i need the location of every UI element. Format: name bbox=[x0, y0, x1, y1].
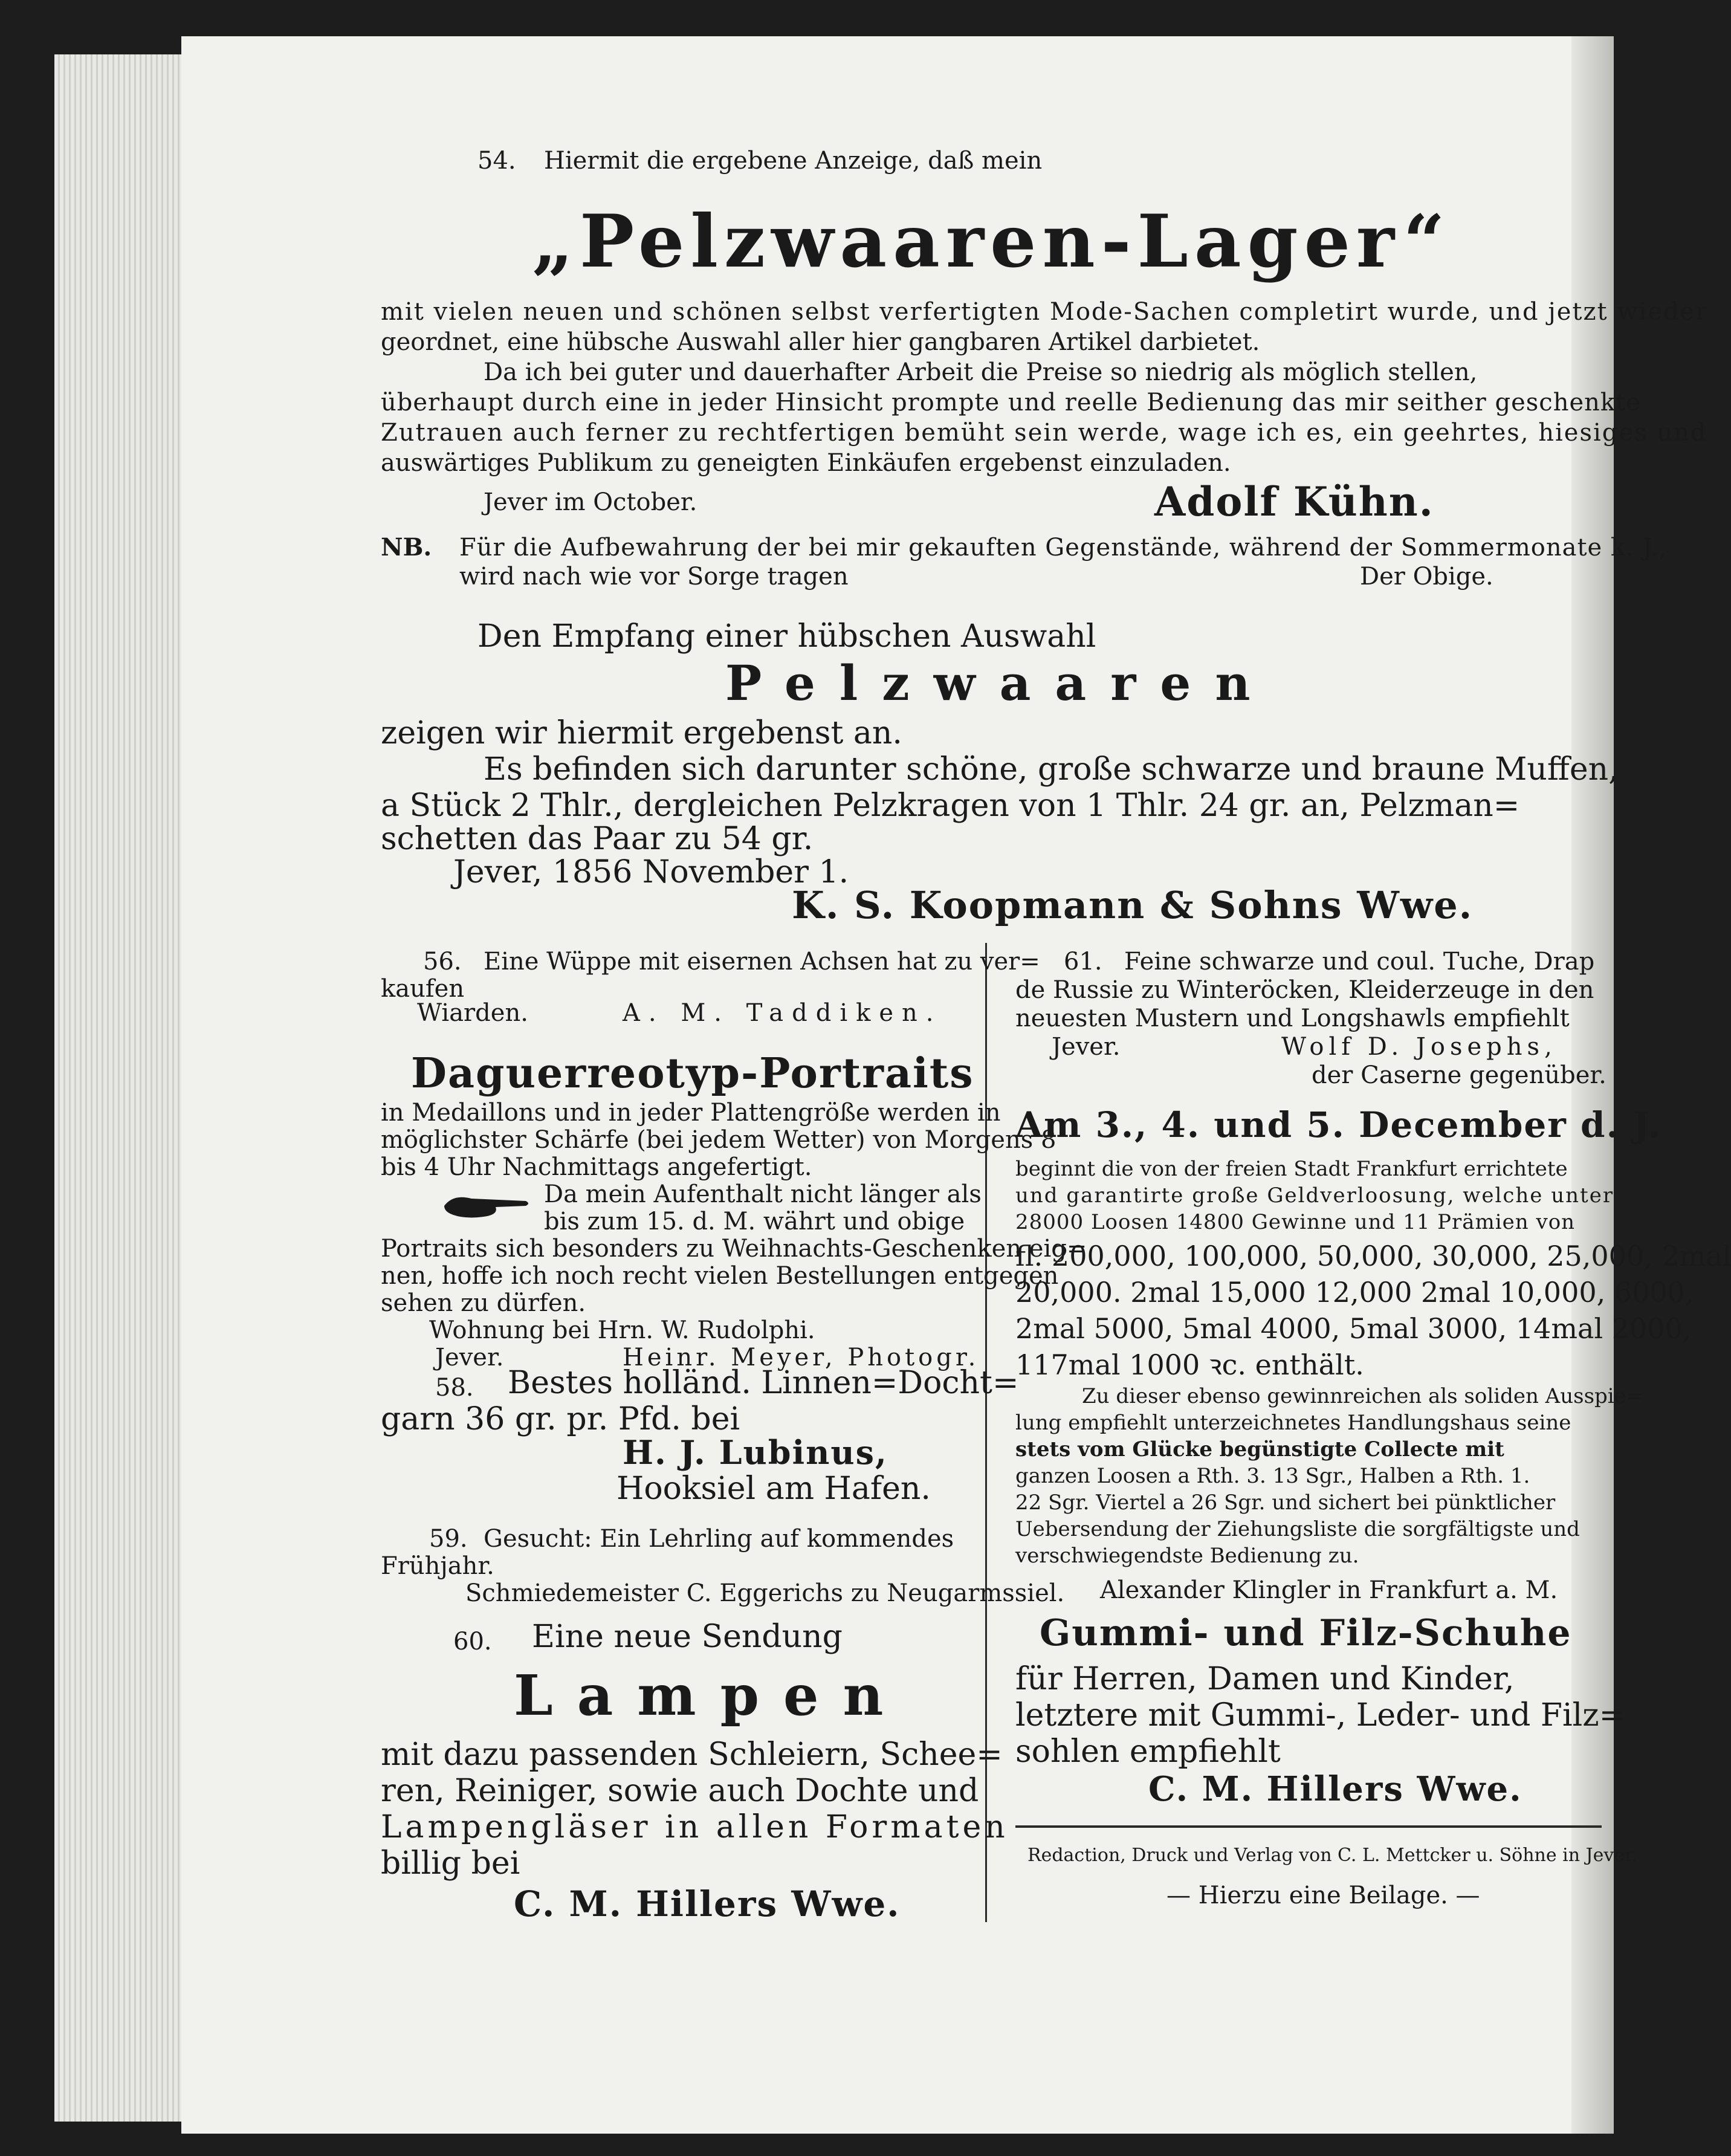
ad-55-signature: K. S. Koopmann & Sohns Wwe. bbox=[792, 883, 1474, 927]
ad-55-line: schetten das Paar zu 54 gr. bbox=[381, 821, 814, 857]
shoes-line: letztere mit Gummi-, Leder- und Filz= bbox=[1015, 1697, 1626, 1734]
ad-57-line: nen, hoffe ich noch recht vielen Bestellungen entgegen bbox=[381, 1262, 1059, 1290]
ad-55-intro: Den Empfang einer hübschen Auswahl bbox=[477, 618, 1096, 655]
footer-supplement: — Hierzu eine Beilage. — bbox=[1166, 1882, 1480, 1909]
ad-56-number: 56. bbox=[423, 948, 462, 976]
ad-60-line: mit dazu passenden Schleiern, Schee= bbox=[381, 1737, 1003, 1773]
pointing-hand-icon bbox=[441, 1188, 532, 1224]
ad-54-nb-text: Für die Aufbewahrung der bei mir gekauften Gegenstände, während der Sommermonate k. J., bbox=[459, 534, 1668, 562]
ad-57-place: Jever. bbox=[435, 1344, 504, 1371]
ad-54-line: mit vielen neuen und schönen selbst verfertigten Mode-Sachen completirt wurde, und jetzt wieder bbox=[381, 298, 1709, 326]
ad-57-address: Wohnung bei Hrn. W. Rudolphi. bbox=[429, 1316, 815, 1344]
ad-54-nb-text: wird nach wie vor Sorge tragen bbox=[459, 563, 849, 591]
ad-60-line: billig bei bbox=[381, 1845, 520, 1882]
ad-56-place: Wiarden. bbox=[417, 999, 528, 1027]
ad-57-notice: bis zum 15. d. M. währt und obige bbox=[544, 1208, 965, 1235]
ad-61-name: Wolf D. Josephs, bbox=[1281, 1033, 1557, 1061]
ad-58-number: 58. bbox=[435, 1374, 474, 1402]
ad-61-place: Jever. bbox=[1052, 1033, 1121, 1061]
ad-57-notice: Da mein Aufenthalt nicht länger als bbox=[544, 1180, 982, 1208]
ad-56-name: A. M. Taddiken. bbox=[623, 999, 942, 1027]
ad-60-line: ren, Reiniger, sowie auch Dochte und bbox=[381, 1773, 979, 1809]
ad-58-name: H. J. Lubinus, bbox=[623, 1433, 888, 1472]
lottery-prize-line: 117mal 1000 ꝛc. enthält. bbox=[1015, 1348, 1364, 1381]
ad-60-intro: Eine neue Sendung bbox=[532, 1619, 843, 1655]
ad-61-line: de Russie zu Winteröcken, Kleiderzeuge in den bbox=[1015, 976, 1594, 1004]
ad-58-place: Hooksiel am Hafen. bbox=[616, 1471, 931, 1507]
shoes-line: sohlen empfiehlt bbox=[1015, 1734, 1281, 1770]
ad-59-number: 59. bbox=[429, 1525, 468, 1553]
shoes-headline: Gummi- und Filz-Schuhe bbox=[1040, 1612, 1572, 1654]
ad-54-nb-sign: Der Obige. bbox=[1360, 563, 1493, 591]
ad-57-line: Portraits sich besonders zu Weihnachts-Geschenken eig= bbox=[381, 1235, 1087, 1263]
lottery-prize-line: 2mal 5000, 5mal 4000, 5mal 3000, 14mal 2000, bbox=[1015, 1312, 1692, 1345]
ad-59-line: Frühjahr. bbox=[381, 1552, 494, 1580]
ad-54-nb-label: NB. bbox=[381, 533, 432, 562]
lottery-line: Zu dieser ebenso gewinnreichen als soliden Ausspie= bbox=[1082, 1384, 1644, 1408]
lottery-prize-line: fl. 200,000, 100,000, 50,000, 30,000, 25,000, 2mal bbox=[1015, 1240, 1731, 1272]
ad-54-number: 54. bbox=[477, 147, 516, 175]
lottery-line: Uebersendung der Ziehungsliste die sorgfältigste und bbox=[1015, 1517, 1580, 1541]
ad-61-line: neuesten Mustern und Longshawls empfiehlt bbox=[1015, 1005, 1570, 1032]
lottery-line: 28000 Loosen 14800 Gewinne und 11 Prämien von bbox=[1015, 1210, 1576, 1234]
ad-61-line: Feine schwarze und coul. Tuche, Drap bbox=[1124, 948, 1595, 976]
ad-56-line: Eine Wüppe mit eisernen Achsen hat zu ver= bbox=[484, 948, 1040, 976]
shoes-signature: C. M. Hillers Wwe. bbox=[1148, 1769, 1522, 1809]
ad-57-name: Heinr. Meyer, Photogr. bbox=[623, 1344, 980, 1371]
ad-54-intro: Hiermit die ergebene Anzeige, daß mein bbox=[544, 147, 1043, 175]
ad-59-line: Gesucht: Ein Lehrling auf kommendes bbox=[484, 1525, 954, 1553]
ad-54-line: Da ich bei guter und dauerhafter Arbeit die Preise so niedrig als möglich stellen, bbox=[484, 358, 1478, 386]
footer-rule bbox=[1015, 1825, 1602, 1828]
ad-54-line: überhaupt durch eine in jeder Hinsicht prompte und reelle Bedienung das mir seither geschenkte bbox=[381, 389, 1641, 416]
ad-54-headline: „Pelzwaaren-Lager“ bbox=[532, 199, 1451, 284]
ad-61-number: 61. bbox=[1064, 948, 1102, 976]
lottery-headline: Am 3., 4. und 5. December d. J. bbox=[1015, 1104, 1662, 1145]
lottery-line: beginnt die von der freien Stadt Frankfurt errichtete bbox=[1015, 1157, 1568, 1181]
shoes-line: für Herren, Damen und Kinder, bbox=[1015, 1661, 1515, 1697]
footer-imprint: Redaction, Druck und Verlag von C. L. Mettcker u. Söhne in Jever. bbox=[1027, 1845, 1637, 1866]
ad-61-addr: der Caserne gegenüber. bbox=[1312, 1061, 1606, 1089]
lottery-line: ganzen Loosen a Rth. 3. 13 Sgr., Halben a Rth. 1. bbox=[1015, 1464, 1530, 1488]
ad-54-line: auswärtiges Publikum zu geneigten Einkäufen ergebenst einzuladen. bbox=[381, 449, 1231, 477]
ad-59-sign: Schmiedemeister C. Eggerichs zu Neugarmssiel. bbox=[465, 1579, 1065, 1607]
ad-60-signature: C. M. Hillers Wwe. bbox=[514, 1883, 901, 1925]
ad-57-headline: Daguerreotyp-Portraits bbox=[411, 1049, 974, 1098]
ad-55-line: a Stück 2 Thlr., dergleichen Pelzkragen von 1 Thlr. 24 gr. an, Pelzman= bbox=[381, 788, 1520, 824]
lottery-signature: Alexander Klingler in Frankfurt a. M. bbox=[1100, 1576, 1558, 1604]
ad-55-line: Es befinden sich darunter schöne, große schwarze und braune Muffen, bbox=[484, 751, 1619, 788]
ad-55-line: zeigen wir hiermit ergebenst an. bbox=[381, 715, 902, 751]
ad-60-line: Lampengläser in allen Formaten bbox=[381, 1809, 1009, 1845]
page-stack-edge bbox=[54, 54, 187, 2122]
lottery-line: stets vom Glücke begünstigte Collecte mit bbox=[1015, 1437, 1504, 1462]
ad-54-line: Zutrauen auch ferner zu rechtfertigen bemüht sein werde, wage ich es, ein geehrtes, hiesiges und bbox=[381, 419, 1707, 447]
ad-58-line: garn 36 gr. pr. Pfd. bei bbox=[381, 1401, 740, 1437]
lottery-line: und garantirte große Geldverloosung, welche unter bbox=[1015, 1183, 1614, 1208]
ad-57-line: bis 4 Uhr Nachmittags angefertigt. bbox=[381, 1153, 812, 1181]
ad-58-line: Bestes holländ. Linnen=Docht= bbox=[508, 1365, 1019, 1401]
lottery-line: verschwiegendste Bedienung zu. bbox=[1015, 1544, 1359, 1568]
lottery-prize-line: 20,000. 2mal 15,000 12,000 2mal 10,000, 6000, bbox=[1015, 1276, 1694, 1309]
ad-55-date: Jever, 1856 November 1. bbox=[453, 854, 849, 890]
lottery-line: 22 Sgr. Viertel a 26 Sgr. und sichert bei pünktlicher bbox=[1015, 1491, 1556, 1515]
ad-57-line: möglichster Schärfe (bei jedem Wetter) von Morgens 8 bbox=[381, 1126, 1056, 1154]
ad-54-signature: Adolf Kühn. bbox=[1154, 478, 1434, 525]
ad-60-number: 60. bbox=[453, 1628, 492, 1656]
ad-56-line: kaufen bbox=[381, 975, 465, 1003]
ad-55-headline: Pelzwaaren bbox=[725, 655, 1275, 711]
lottery-line: lung empfiehlt unterzeichnetes Handlungshaus seine bbox=[1015, 1411, 1571, 1435]
ad-60-headline: Lampen bbox=[514, 1663, 908, 1728]
column-divider bbox=[985, 943, 987, 1922]
ad-54-line: geordnet, eine hübsche Auswahl aller hier gangbaren Artikel darbietet. bbox=[381, 328, 1260, 356]
ad-54-place: Jever im October. bbox=[484, 488, 697, 516]
ad-57-line: sehen zu dürfen. bbox=[381, 1289, 586, 1317]
ad-57-line: in Medaillons und in jeder Plattengröße werden in bbox=[381, 1099, 1001, 1127]
